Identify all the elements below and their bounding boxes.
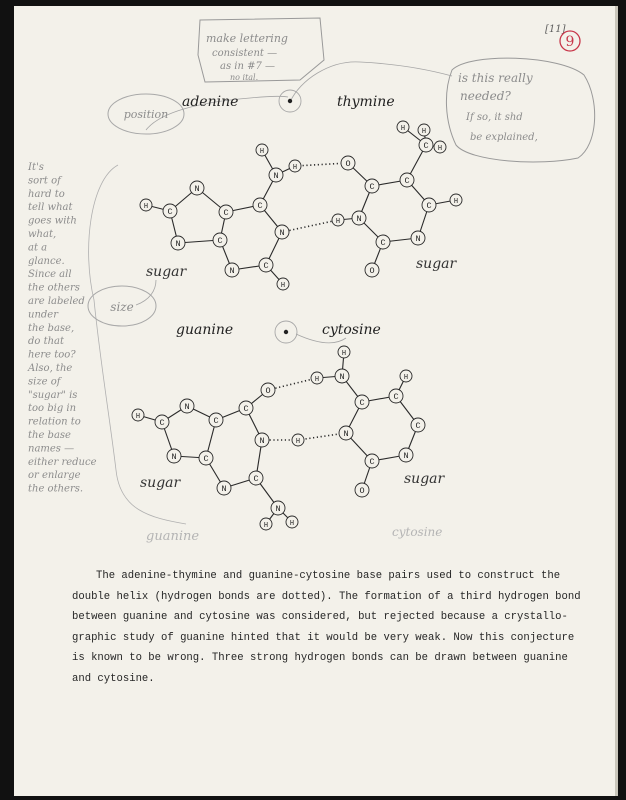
atom-H-gc: H <box>403 374 409 383</box>
left-note-line: either reduce <box>28 456 97 468</box>
left-note-line: Also, the <box>28 363 73 374</box>
hydrogen-bond <box>282 218 341 232</box>
left-note-line: tell what <box>28 202 73 214</box>
atom-N-gc: N <box>184 402 190 413</box>
left-note-line: too big in <box>28 403 77 415</box>
caption <box>72 566 581 689</box>
atom-H-at: H <box>400 125 406 134</box>
atom-H-at: H <box>335 218 341 227</box>
atom-C-gc: C <box>253 474 259 485</box>
atom-C-gc: C <box>359 398 365 409</box>
caption-line-4: graphic study of guanine hinted that it would be very weak. Now this conjecture <box>72 631 575 644</box>
hydrogen-bond-layer <box>262 163 348 440</box>
atom-C-at: C <box>167 207 173 218</box>
left-note-line: are labeled <box>28 296 85 307</box>
size-bubble-text: size <box>110 300 134 314</box>
left-note-line: the base <box>28 430 71 441</box>
left-note-line: or enlarge <box>28 470 81 482</box>
atom-N-gc: N <box>403 451 409 462</box>
atom-C-at: C <box>257 201 263 212</box>
caption-line-5: is known to be wrong. Three strong hydrogen bonds can be drawn between guanine <box>72 652 568 664</box>
left-note-line: do that <box>28 336 65 348</box>
atom-C-at: C <box>426 201 432 212</box>
caption-line-2: double helix (hydrogen bonds are dotted). The formation of a third hydrogen bond <box>72 590 581 603</box>
atom-H-gc: H <box>314 376 320 385</box>
right-note-line-4: be explained, <box>470 132 538 143</box>
pencil-cytosine: cytosine <box>392 525 443 539</box>
atom-H-gc: H <box>289 520 295 529</box>
atom-H-at: H <box>421 128 427 137</box>
top-note-line-2: consistent — <box>212 48 278 59</box>
page-number: 9 <box>565 34 575 50</box>
left-note-line: the others. <box>28 483 84 495</box>
position-bubble-text: position <box>123 108 169 121</box>
left-note-line: goes with <box>28 215 77 227</box>
atom-H-at: H <box>259 148 265 157</box>
atom-N-gc: N <box>275 504 281 515</box>
atom-C-at: C <box>423 141 429 152</box>
label-cytosine: cytosine <box>322 322 381 338</box>
atom-C-at: C <box>263 261 269 272</box>
size-connector <box>136 280 156 305</box>
atom-N-at: N <box>194 184 200 195</box>
left-note-line: size of <box>28 376 61 388</box>
atom-N-at: N <box>273 171 279 182</box>
atom-H-gc: H <box>135 413 141 422</box>
left-note-line: the base, <box>28 322 75 334</box>
atom-N-at: N <box>415 234 421 245</box>
left-note-line: "sugar" is <box>28 389 78 401</box>
atom-H-at: H <box>143 203 149 212</box>
caption-line-6: and cytosine. <box>72 672 155 685</box>
atom-N-at: N <box>229 266 235 277</box>
left-note-line: the others <box>28 282 80 294</box>
atom-N-gc: N <box>171 452 177 463</box>
atom-O-gc: O <box>265 386 271 397</box>
atom-N-gc: N <box>343 429 349 440</box>
page-ref: [11] <box>545 24 566 35</box>
atom-H-at: H <box>437 145 443 154</box>
label-sugar-cytosine: sugar <box>404 471 445 487</box>
left-note-line: what, <box>28 229 57 240</box>
top-note-line-4: no ital. <box>230 73 259 82</box>
atom-H-at: H <box>292 164 298 173</box>
atom-C-at: C <box>223 208 229 219</box>
atom-N-at: N <box>279 228 285 239</box>
atom-O-gc: O <box>359 486 365 497</box>
atom-H-at: H <box>453 198 459 207</box>
label-adenine: adenine <box>182 94 239 110</box>
pencil-guanine: guanine <box>146 529 200 544</box>
label-sugar-thymine: sugar <box>416 256 457 272</box>
hydrogen-bond <box>295 163 348 166</box>
left-note-line: It's <box>28 162 44 173</box>
dot-marker-1 <box>288 99 292 103</box>
hydrogen-bond <box>268 376 320 390</box>
left-note-line: hard to <box>28 188 65 200</box>
top-note-line-1: make lettering <box>206 32 288 45</box>
caption-line-1: The adenine-thymine and guanine-cytosine base pairs used to construct the <box>96 570 561 582</box>
right-note-line-2: needed? <box>460 89 511 103</box>
caption-line-3: between guanine and cytosine was considered, but rejected because a crystallo- <box>72 611 568 623</box>
left-note <box>27 162 97 495</box>
atom-O-at: O <box>345 159 351 170</box>
right-note-line-1: is this really <box>458 71 533 85</box>
atom-C-gc: C <box>369 457 375 468</box>
right-note-line-3: If so, it shd <box>466 112 523 123</box>
atom-N-gc: N <box>221 484 227 495</box>
atom-C-gc: C <box>213 416 219 427</box>
label-sugar-adenine: sugar <box>146 264 187 280</box>
atom-N-gc: N <box>259 436 265 447</box>
atom-H-at: H <box>280 282 286 291</box>
atom-C-gc: C <box>393 392 399 403</box>
dot-marker-2 <box>284 330 288 334</box>
label-sugar-guanine: sugar <box>140 475 181 491</box>
atom-H-gc: H <box>295 438 301 447</box>
atom-C-at: C <box>380 238 386 249</box>
atom-C-at: C <box>404 176 410 187</box>
atom-N-at: N <box>175 239 181 250</box>
left-note-line: at a <box>28 242 48 254</box>
atom-N-gc: N <box>339 372 345 383</box>
atom-N-at: N <box>356 214 362 225</box>
left-note-line: Since all <box>28 269 72 281</box>
atom-C-at: C <box>369 182 375 193</box>
left-note-line: names — <box>28 443 75 455</box>
atom-C-gc: C <box>243 404 249 415</box>
atom-C-at: C <box>217 236 223 247</box>
left-note-line: under <box>28 309 58 321</box>
left-note-line: relation to <box>28 416 81 428</box>
atom-H-gc: H <box>263 522 269 531</box>
left-note-line: here too? <box>28 349 76 361</box>
left-note-line: sort of <box>28 175 61 187</box>
label-guanine: guanine <box>176 322 234 338</box>
atom-O-at: O <box>369 266 375 277</box>
label-thymine: thymine <box>337 94 395 110</box>
atom-C-gc: C <box>159 418 165 429</box>
atom-H-gc: H <box>341 350 347 359</box>
top-note-line-3: as in #7 — <box>220 61 276 72</box>
atom-C-gc: C <box>203 454 209 465</box>
note-connector-left <box>89 165 186 524</box>
left-note-line: glance. <box>28 255 65 267</box>
atom-C-gc: C <box>415 421 421 432</box>
